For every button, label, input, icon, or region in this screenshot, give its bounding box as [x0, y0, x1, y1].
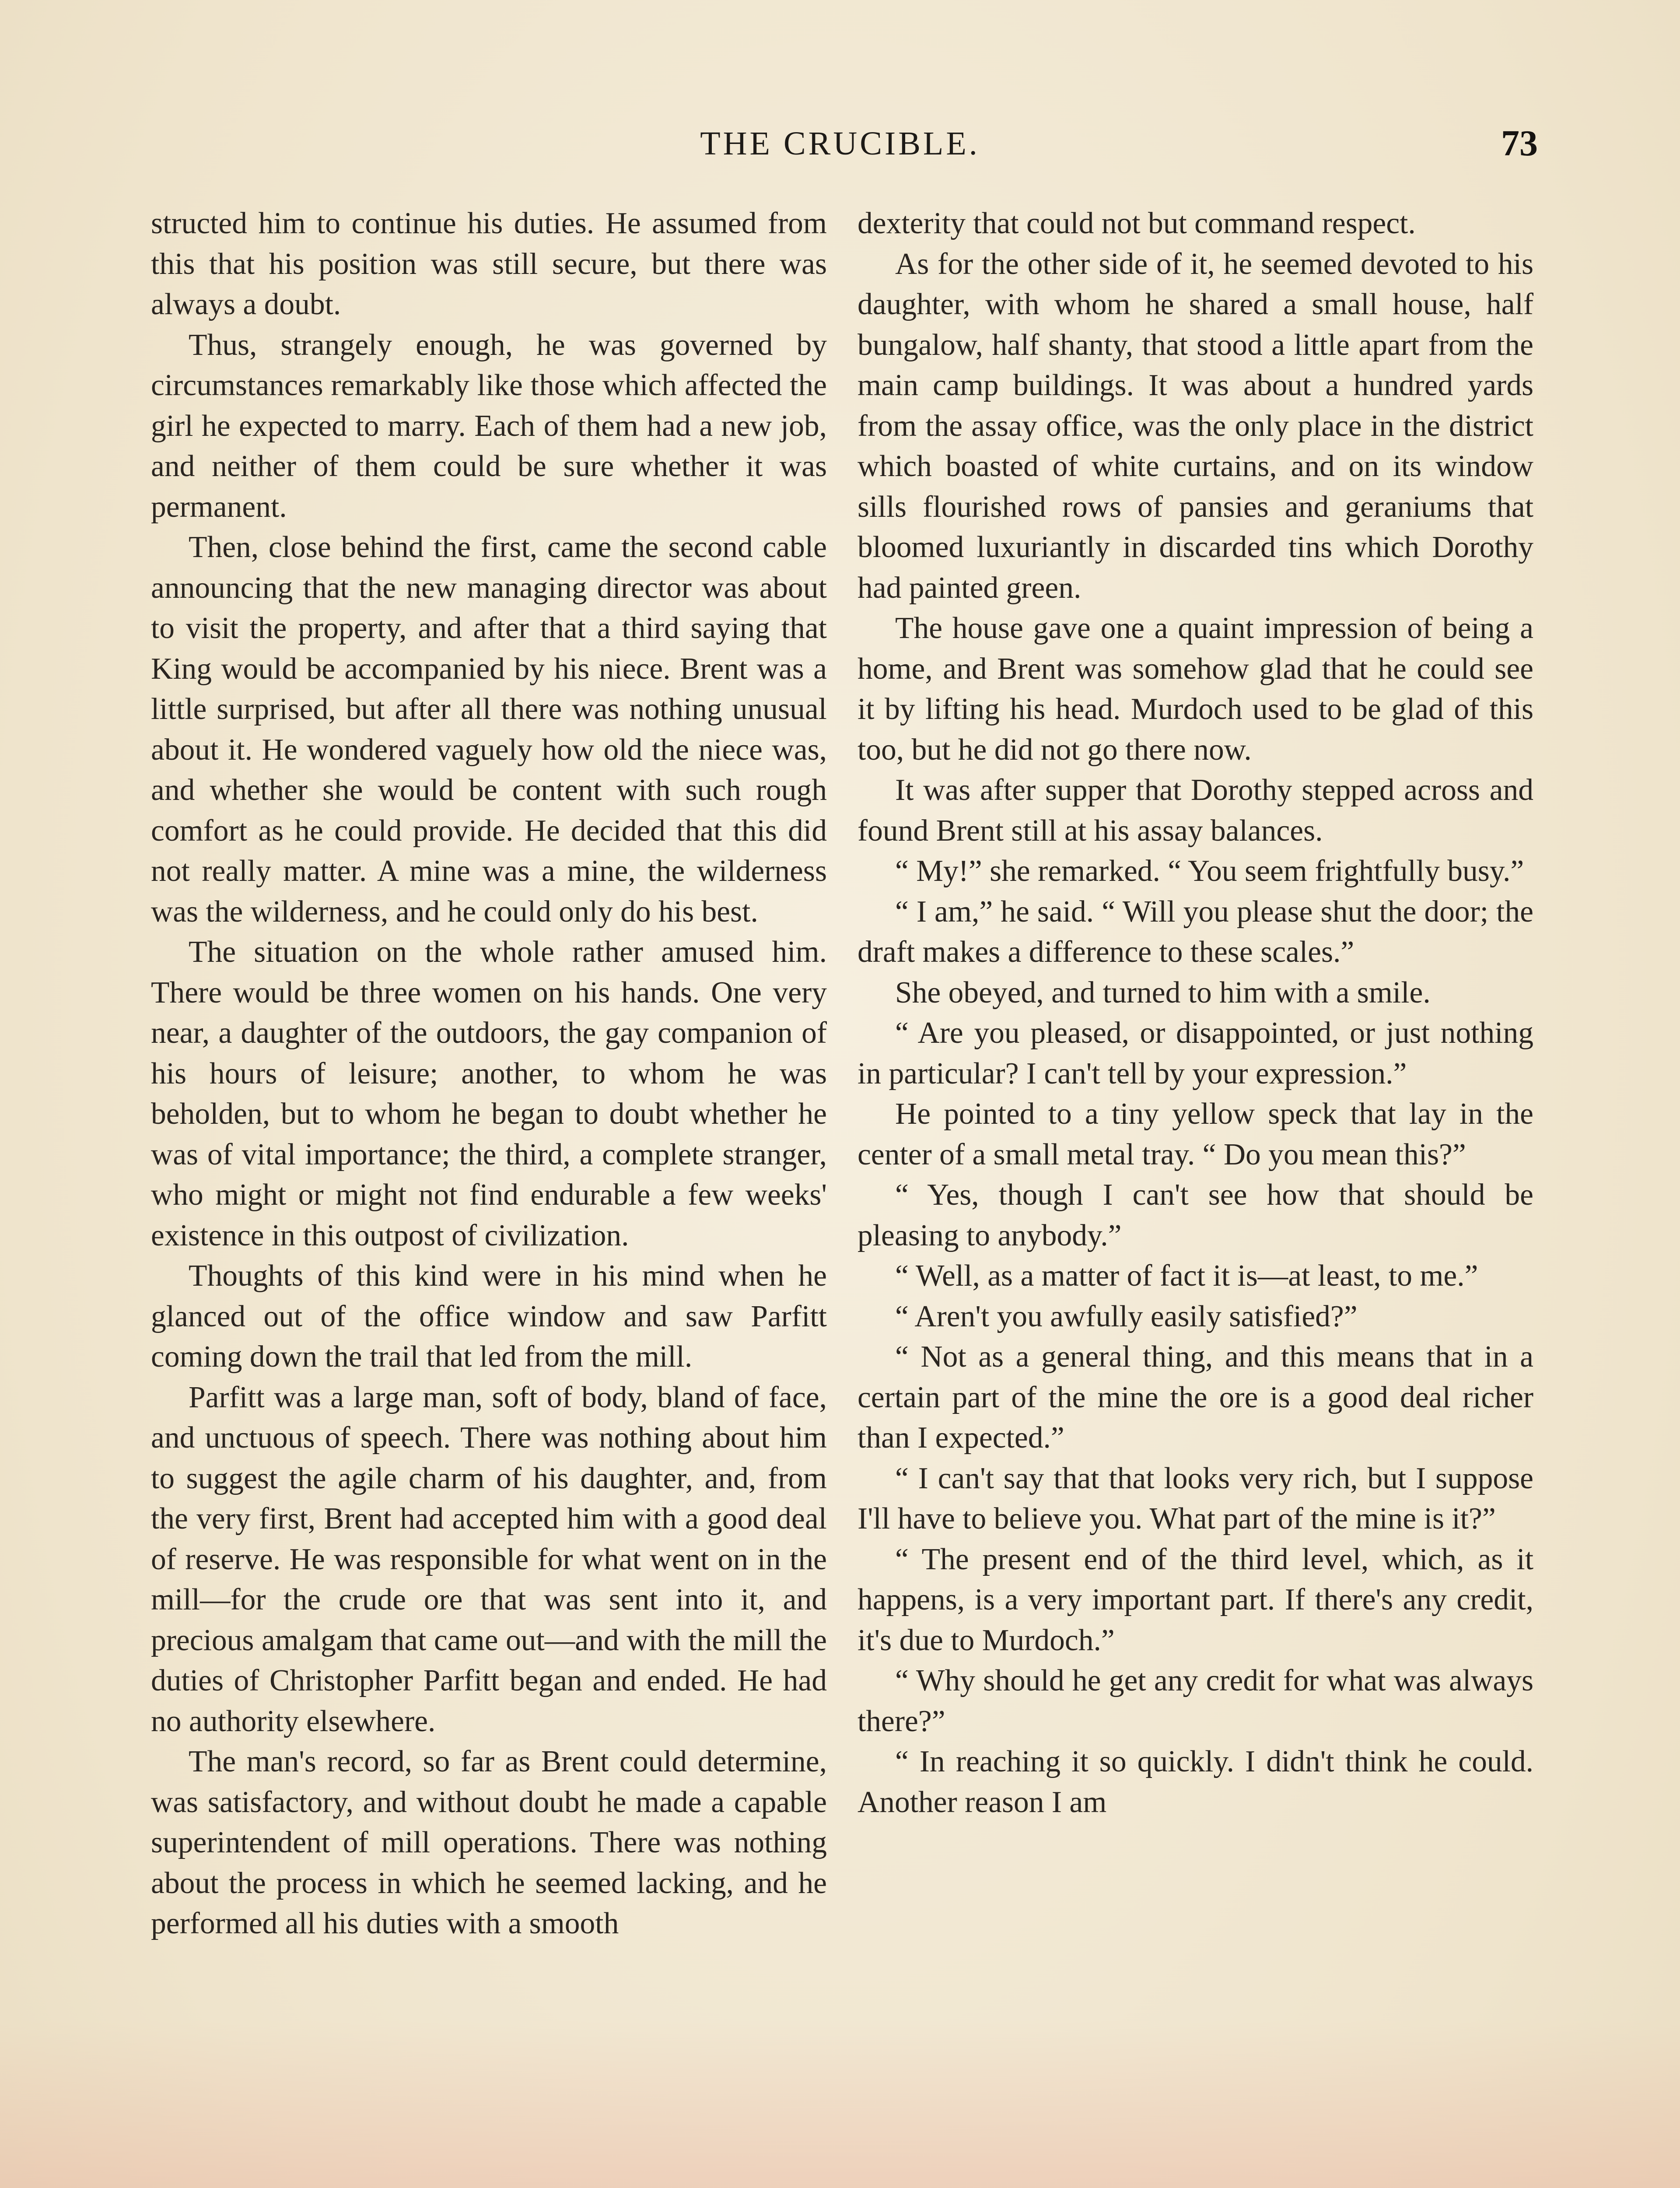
running-title: THE CRUCIBLE. — [700, 125, 980, 162]
paragraph: “ Not as a general thing, and this means that in a certain part of the mine the ore is a good deal richer than I expected.” — [858, 1340, 1533, 1455]
paragraph: Thus, strangely enough, he was governed by circumstances remarkably like those which affected the girl he expected to marry. Each of them had a new job, and neither of them could be sure whether it was permanent. — [151, 328, 827, 524]
paragraph: As for the other side of it, he seemed devoted to his daughter, with whom he shared a small house, half bungalow, half shanty, that stood a little apart from the main camp buildings. It was about a hundred yards from the assay office, was the only place in the district which boasted of white curtains, and on its window sills flourished rows of pansies and geraniums that bloomed luxuriantly in discarded tins which Dorothy had painted green. — [858, 247, 1533, 605]
page-number: 73 — [1501, 123, 1538, 164]
paragraph: structed him to continue his duties. He assumed from this that his position was still secure, but there was always a doubt. — [151, 207, 827, 321]
paragraph: “ I can't say that that looks very rich, but I suppose I'll have to believe you. What part of the mine is it?” — [858, 1461, 1533, 1536]
paragraph: “ I am,” he said. “ Will you please shut the door; the draft makes a difference to these scales.” — [858, 894, 1533, 969]
left-column — [151, 203, 827, 2188]
page-header — [0, 125, 1680, 186]
paragraph: The situation on the whole rather amused him. There would be three women on his hands. One very near, a daughter of the outdoors, the gay companion of his hours of leisure; another, to whom he was beholden, but to whom he began to doubt whether he was of vital importance; the third, a complete stranger, who might or might not find endurable a few weeks' existence in this outpost of civilization. — [151, 935, 827, 1252]
paragraph: “ Why should he get any credit for what was always there?” — [858, 1664, 1533, 1738]
paragraph: Then, close behind the first, came the second cable announcing that the new managing director was about to visit the property, and after that a third saying that King would be accompanied by his niece. Brent was a little surprised, but after all there was nothing unusual about it. He wondered vaguely how old the niece was, and whether she would be content with such rough comfort as he could provide. He decided that this did not really matter. A mine was a mine, the wilderness was the wilderness, and he could only do his best. — [151, 530, 827, 929]
paragraph: “ The present end of the third level, which, as it happens, is a very important part. If there's any credit, it's due to Murdoch.” — [858, 1542, 1533, 1657]
paragraph: “ Are you pleased, or disappointed, or just nothing in particular? I can't tell by your expression.” — [858, 1016, 1533, 1090]
paragraph: “ My!” she remarked. “ You seem frightfully busy.” — [895, 854, 1524, 888]
paragraph: Parfitt was a large man, soft of body, bland of face, and unctuous of speech. There was nothing about him to suggest the agile charm of his daughter, and, from the very first, Brent had accepted him with a good deal of reserve. He was responsible for what went on in the mill—for the crude ore that was sent into it, and precious amalgam that came out—and with the mill the duties of Christopher Parfitt began and ended. He had no authority elsewhere. — [151, 1380, 827, 1738]
paragraph: dexterity that could not but command respect. — [858, 207, 1416, 240]
paragraph: “ Yes, though I can't see how that should be pleasing to anybody.” — [858, 1178, 1533, 1252]
paragraph: It was after supper that Dorothy stepped across and found Brent still at his assay balances. — [858, 773, 1533, 848]
paragraph: “ Aren't you awfully easily satisfied?” — [895, 1299, 1358, 1333]
paragraph: Thoughts of this kind were in his mind when he glanced out of the office window and saw Parfitt coming down the trail that led from the mill. — [151, 1259, 827, 1374]
paragraph: “ Well, as a matter of fact it is—at least, to me.” — [895, 1259, 1478, 1293]
paragraph: He pointed to a tiny yellow speck that lay in the center of a small metal tray. “ Do you mean this?” — [858, 1097, 1533, 1171]
paragraph: She obeyed, and turned to him with a smile. — [895, 975, 1431, 1010]
paragraph: The house gave one a quaint impression of being a home, and Brent was somehow glad that he could see it by lifting his head. Murdoch used to be glad of this too, but he did not go there now. — [858, 611, 1533, 767]
paragraph: “ In reaching it so quickly. I didn't think he could. Another reason I am — [858, 1745, 1533, 1819]
right-column — [858, 203, 1533, 2188]
paragraph: The man's record, so far as Brent could determine, was satisfactory, and without doubt he made a capable superintendent of mill operations. There was nothing about the process in which he seemed lacking, and he performed all his duties with a smooth — [151, 1745, 827, 1940]
